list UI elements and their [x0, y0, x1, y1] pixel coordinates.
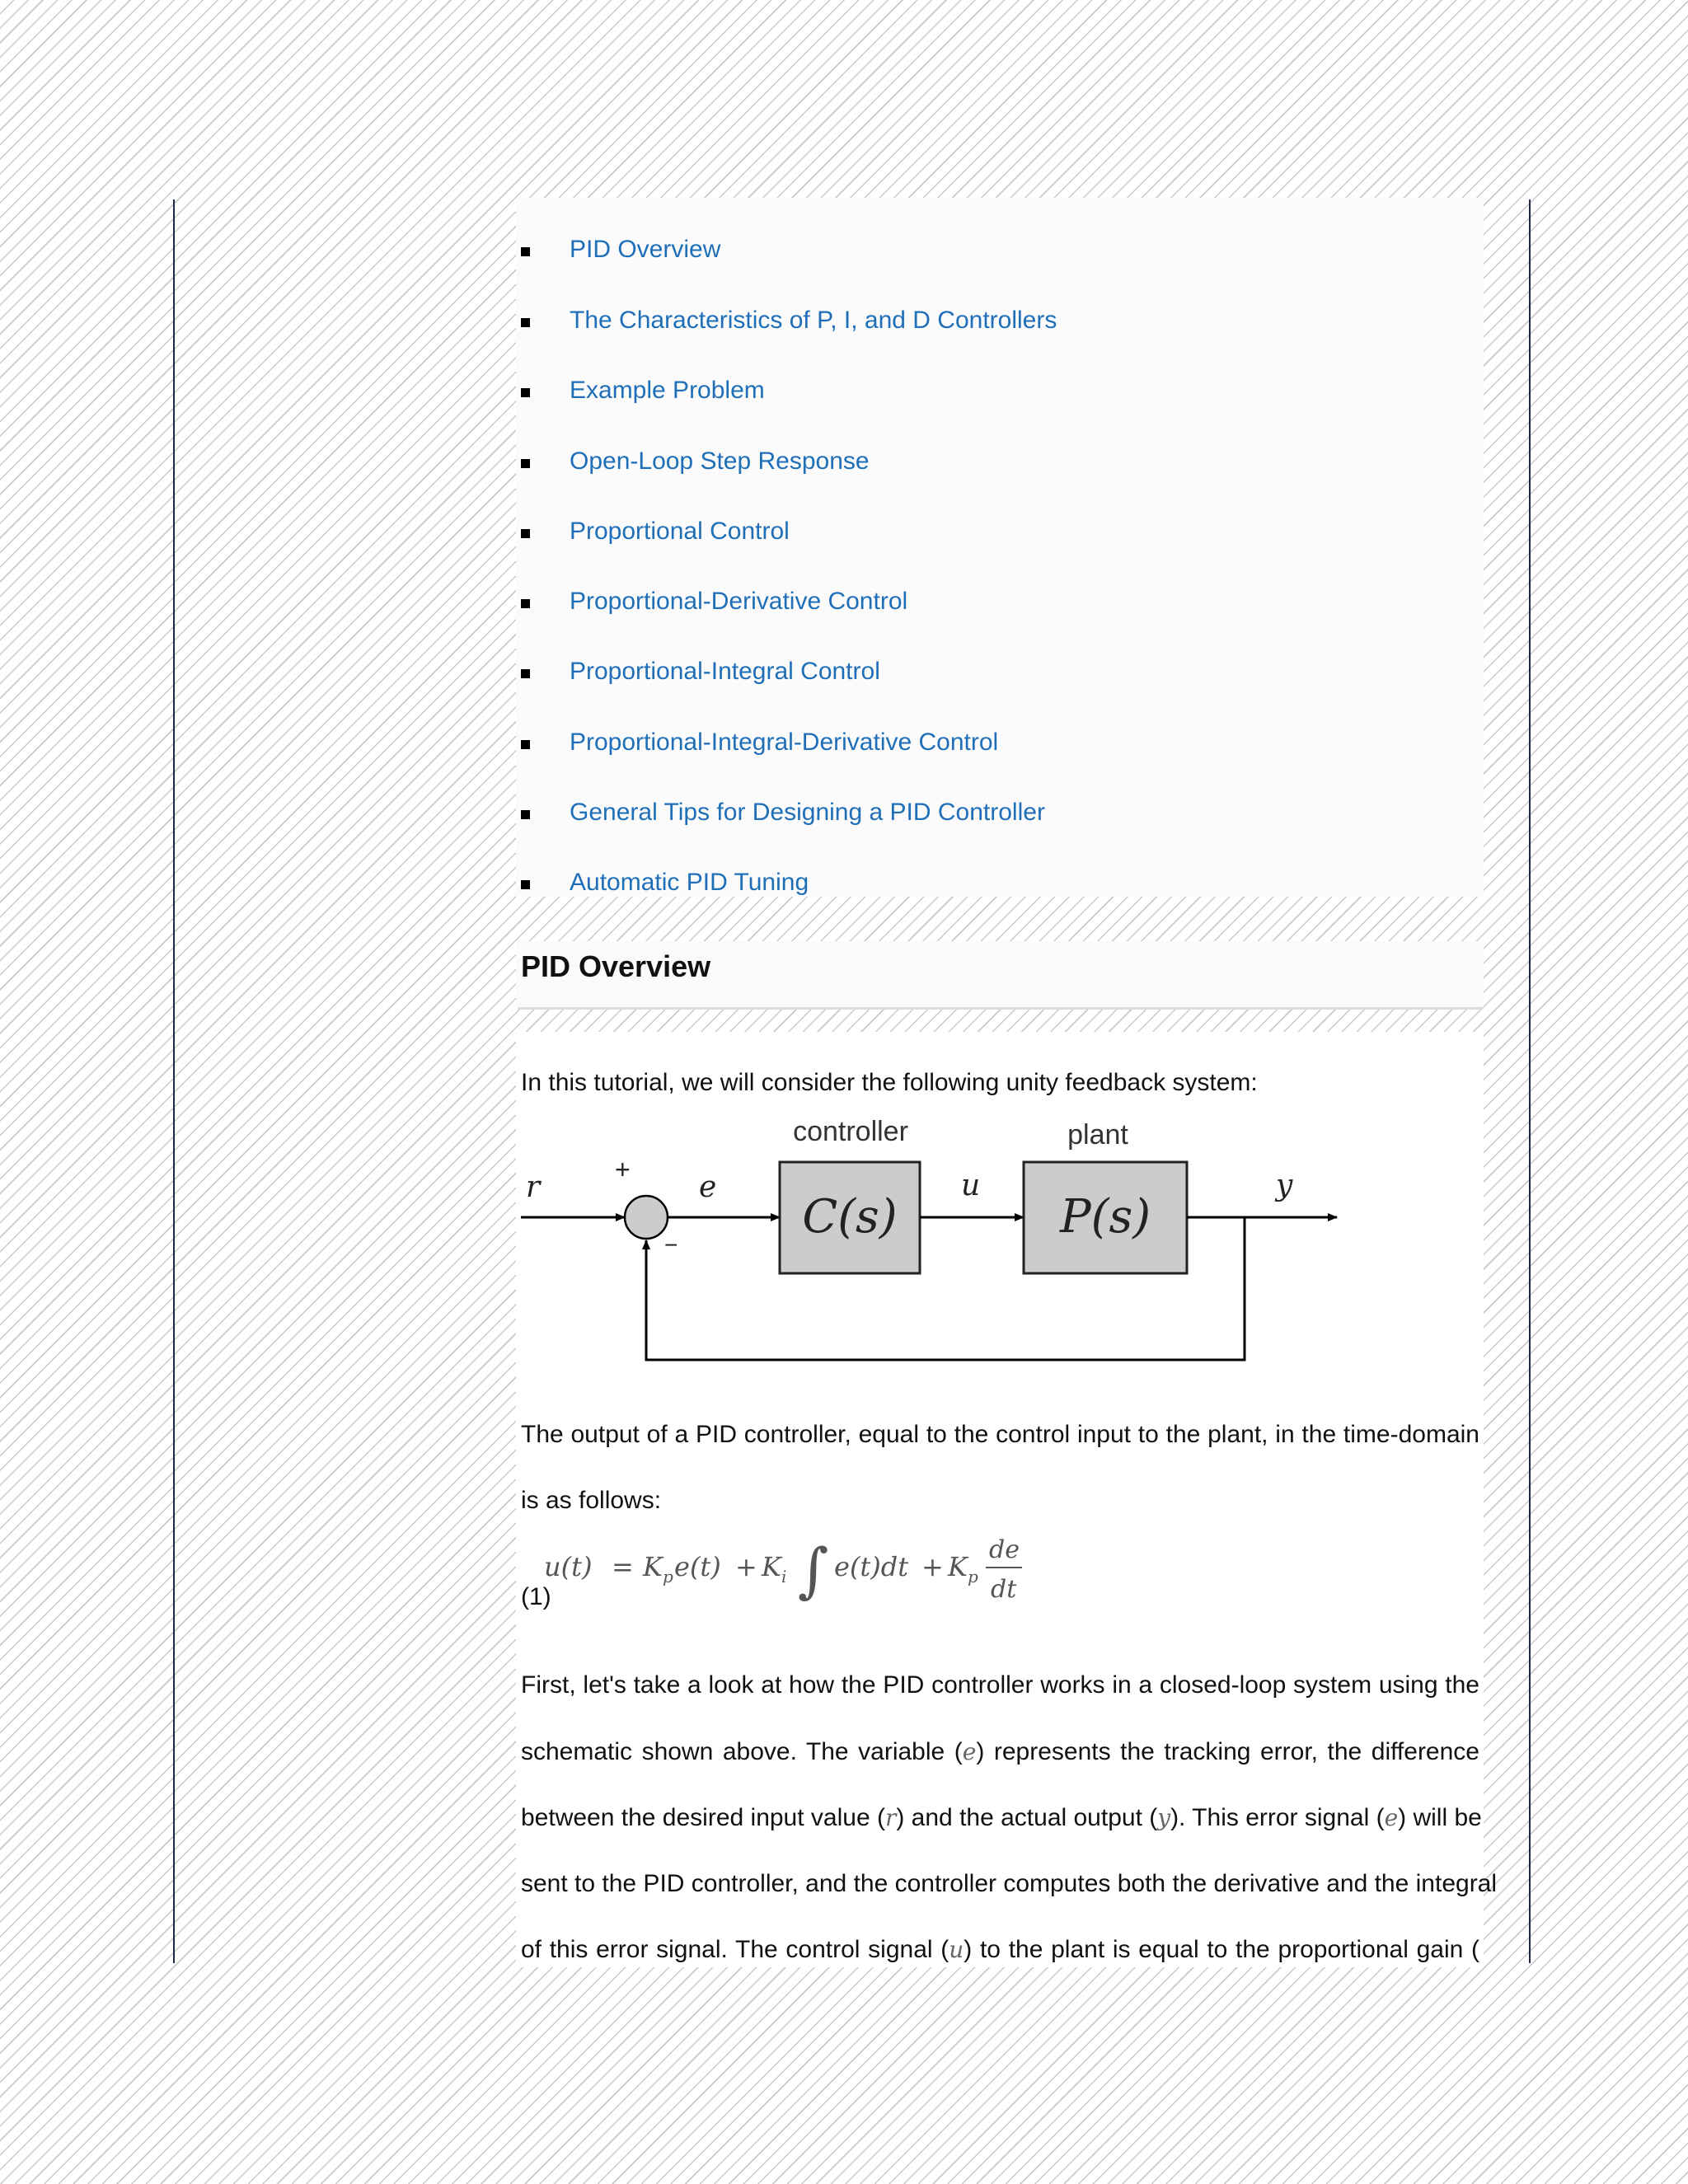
toc-item [516, 792, 1484, 833]
var-y: y [1157, 1804, 1171, 1831]
body-line-5-start: of this error signal. The control signal ( [521, 1936, 950, 1963]
controller-label: controller [793, 1116, 908, 1147]
body-line-3-b: ) and the actual output ( [896, 1804, 1158, 1831]
var-r: r [884, 1804, 897, 1831]
toc-item [516, 651, 1484, 692]
body-line-2 [521, 1736, 1479, 1769]
body-line-1: First, let's take a look at how the PID controller works in a closed-loop system using the [521, 1671, 1479, 1699]
var-u: u [949, 1936, 964, 1963]
intro-paragraph: In this tutorial, we will consider the following unity feedback system: [521, 1069, 1258, 1096]
right-page-border [1529, 199, 1531, 1963]
toc-item [516, 300, 1484, 341]
output-description-line-1: The output of a PID controller, equal to the control input to the plant, in the time-domain [521, 1421, 1479, 1448]
eq-et: e(t) [674, 1551, 721, 1582]
body-line-5-end: ) to the plant is equal to the proportional gain ( [964, 1936, 1479, 1963]
toc-item [516, 441, 1484, 482]
signal-r: r [526, 1170, 541, 1204]
signal-e: e [699, 1170, 717, 1204]
heading-divider [518, 1007, 1482, 1010]
bullet-icon [521, 810, 530, 819]
body-line-3 [521, 1802, 1482, 1835]
summing-junction [625, 1196, 668, 1239]
toc-item [516, 862, 1484, 903]
toc-link-pd[interactable]: Proportional-Derivative Control [570, 588, 908, 615]
eq-integral: ∫ [798, 1535, 829, 1605]
controller-transfer-function: C(s) [802, 1190, 898, 1244]
toc-item [516, 229, 1484, 270]
body-line-2-end: ) represents the tracking error, the difference [976, 1738, 1479, 1765]
bullet-icon [521, 318, 530, 327]
eq-frac-den: dt [991, 1575, 1017, 1604]
eq-plus-1: + [735, 1551, 757, 1582]
toc-link-open-loop[interactable]: Open-Loop Step Response [570, 448, 870, 475]
pid-equation [528, 1516, 1039, 1624]
toc-link-pid[interactable]: Proportional-Integral-Derivative Control [570, 729, 999, 756]
toc-link-pid-overview[interactable]: PID Overview [570, 236, 721, 263]
toc-link-general-tips[interactable]: General Tips for Designing a PID Controller [570, 799, 1045, 826]
toc-item [516, 722, 1484, 763]
body-line-3-d: ) will be [1398, 1804, 1482, 1831]
bullet-icon [521, 599, 530, 608]
left-page-border [173, 199, 175, 1963]
minus-sign: − [664, 1232, 678, 1258]
bullet-icon [521, 388, 530, 397]
body-line-3-a: between the desired input value ( [521, 1804, 885, 1831]
toc-item [516, 511, 1484, 552]
plant-label: plant [1067, 1119, 1128, 1151]
eq-kp-sub: p [663, 1567, 673, 1586]
body-line-2-start: schematic shown above. The variable ( [521, 1738, 963, 1765]
toc-item [516, 581, 1484, 622]
bullet-icon [521, 247, 530, 256]
var-e: e [1384, 1804, 1399, 1831]
bullet-icon [521, 740, 530, 749]
eq-kp: K [643, 1551, 663, 1582]
toc-link-automatic-tuning[interactable]: Automatic PID Tuning [570, 869, 809, 896]
bullet-icon [521, 529, 530, 538]
toc-link-example-problem[interactable]: Example Problem [570, 377, 765, 404]
eq-integrand: e(t)dt [834, 1551, 909, 1582]
output-description-line-2: is as follows: [521, 1487, 662, 1514]
signal-y: y [1276, 1169, 1293, 1202]
eq-frac-num: de [989, 1535, 1020, 1564]
signal-u: u [961, 1169, 981, 1202]
eq-kd-sub: p [968, 1567, 978, 1586]
eq-kd: K [948, 1551, 968, 1582]
plant-transfer-function: P(s) [1059, 1190, 1151, 1244]
toc-link-characteristics[interactable]: The Characteristics of P, I, and D Controllers [570, 307, 1057, 334]
eq-ki: K [762, 1551, 781, 1582]
body-line-4: sent to the PID controller, and the controller computes both the derivative and the integral [521, 1870, 1498, 1897]
bullet-icon [521, 669, 530, 678]
toc-item [516, 370, 1484, 411]
eq-ki-sub: i [781, 1567, 787, 1586]
body-line-5 [521, 1933, 1479, 1966]
bullet-icon [521, 459, 530, 468]
body-line-3-c: ). This error signal ( [1170, 1804, 1385, 1831]
section-heading: PID Overview [521, 949, 711, 983]
block-diagram [516, 1113, 1357, 1368]
toc-link-pi[interactable]: Proportional-Integral Control [570, 658, 880, 685]
eq-lhs: u(t) [544, 1551, 593, 1582]
equation-number: (1) [521, 1583, 551, 1610]
toc-link-proportional[interactable]: Proportional Control [570, 518, 790, 545]
eq-plus-2: + [921, 1551, 944, 1582]
bullet-icon [521, 880, 530, 889]
eq-equals: = [612, 1551, 634, 1582]
plus-sign: + [615, 1155, 631, 1184]
var-e: e [962, 1738, 977, 1765]
